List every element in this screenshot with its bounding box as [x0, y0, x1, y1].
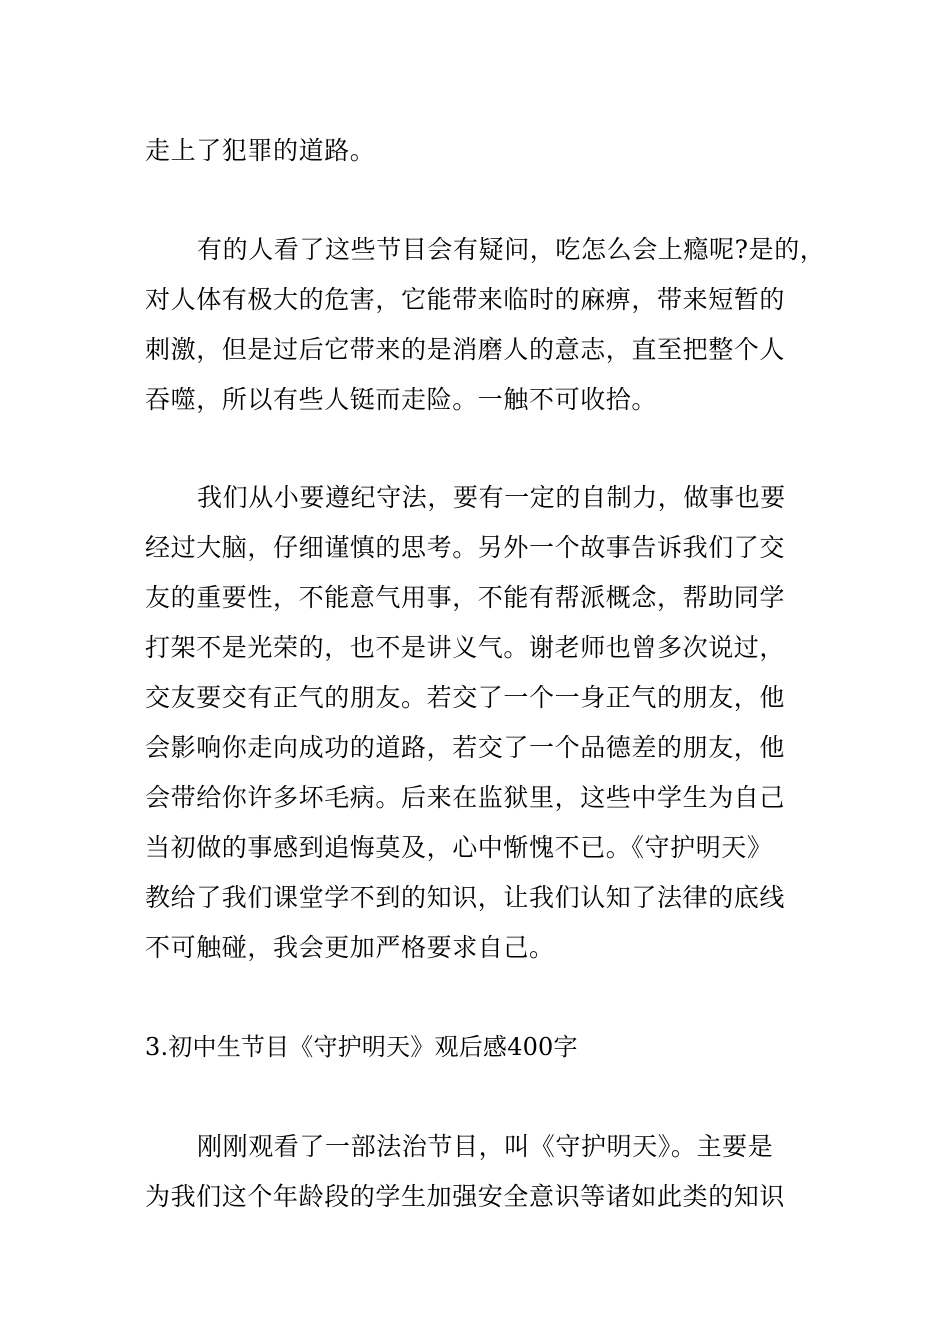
- paragraph-line: 交友要交有正气的朋友。若交了一个一身正气的朋友，他: [145, 683, 786, 712]
- paragraph-line: 会影响你走向成功的道路，若交了一个品德差的朋友，他: [145, 733, 786, 762]
- paragraph-line: 刺激，但是过后它带来的是消磨人的意志，直至把整个人: [145, 335, 786, 364]
- paragraph-line: 吞噬，所以有些人铤而走险。一触不可收拾。: [145, 385, 658, 414]
- paragraph-line: 有的人看了这些节目会有疑问，吃怎么会上瘾呢?是的，: [197, 235, 826, 264]
- paragraph-line: 会带给你许多坏毛病。后来在监狱里，这些中学生为自己: [145, 783, 786, 812]
- section-heading: 3.初中生节目《守护明天》观后感400字: [145, 1033, 578, 1061]
- paragraph-line: 教给了我们课堂学不到的知识，让我们认知了法律的底线: [145, 883, 786, 912]
- paragraph-line: 友的重要性，不能意气用事，不能有帮派概念，帮助同学: [145, 583, 786, 612]
- paragraph-line: 当初做的事感到追悔莫及，心中惭愧不已。《守护明天》: [145, 833, 773, 862]
- paragraph-line: 打架不是光荣的，也不是讲义气。谢老师也曾多次说过，: [145, 633, 786, 662]
- paragraph-line: 为我们这个年龄段的学生加强安全意识等诸如此类的知识: [145, 1182, 786, 1211]
- paragraph-line: 不可触碰，我会更加严格要求自己。: [145, 933, 555, 962]
- paragraph-line: 我们从小要遵纪守法，要有一定的自制力，做事也要: [197, 483, 786, 512]
- paragraph-line: 刚刚观看了一部法治节目，叫《守护明天》。主要是: [197, 1132, 774, 1161]
- paragraph-line: 对人体有极大的危害，它能带来临时的麻痹，带来短暂的: [145, 285, 786, 314]
- paragraph-line: 经过大脑，仔细谨慎的思考。另外一个故事告诉我们了交: [145, 533, 786, 562]
- paragraph-line: 走上了犯罪的道路。: [145, 136, 376, 165]
